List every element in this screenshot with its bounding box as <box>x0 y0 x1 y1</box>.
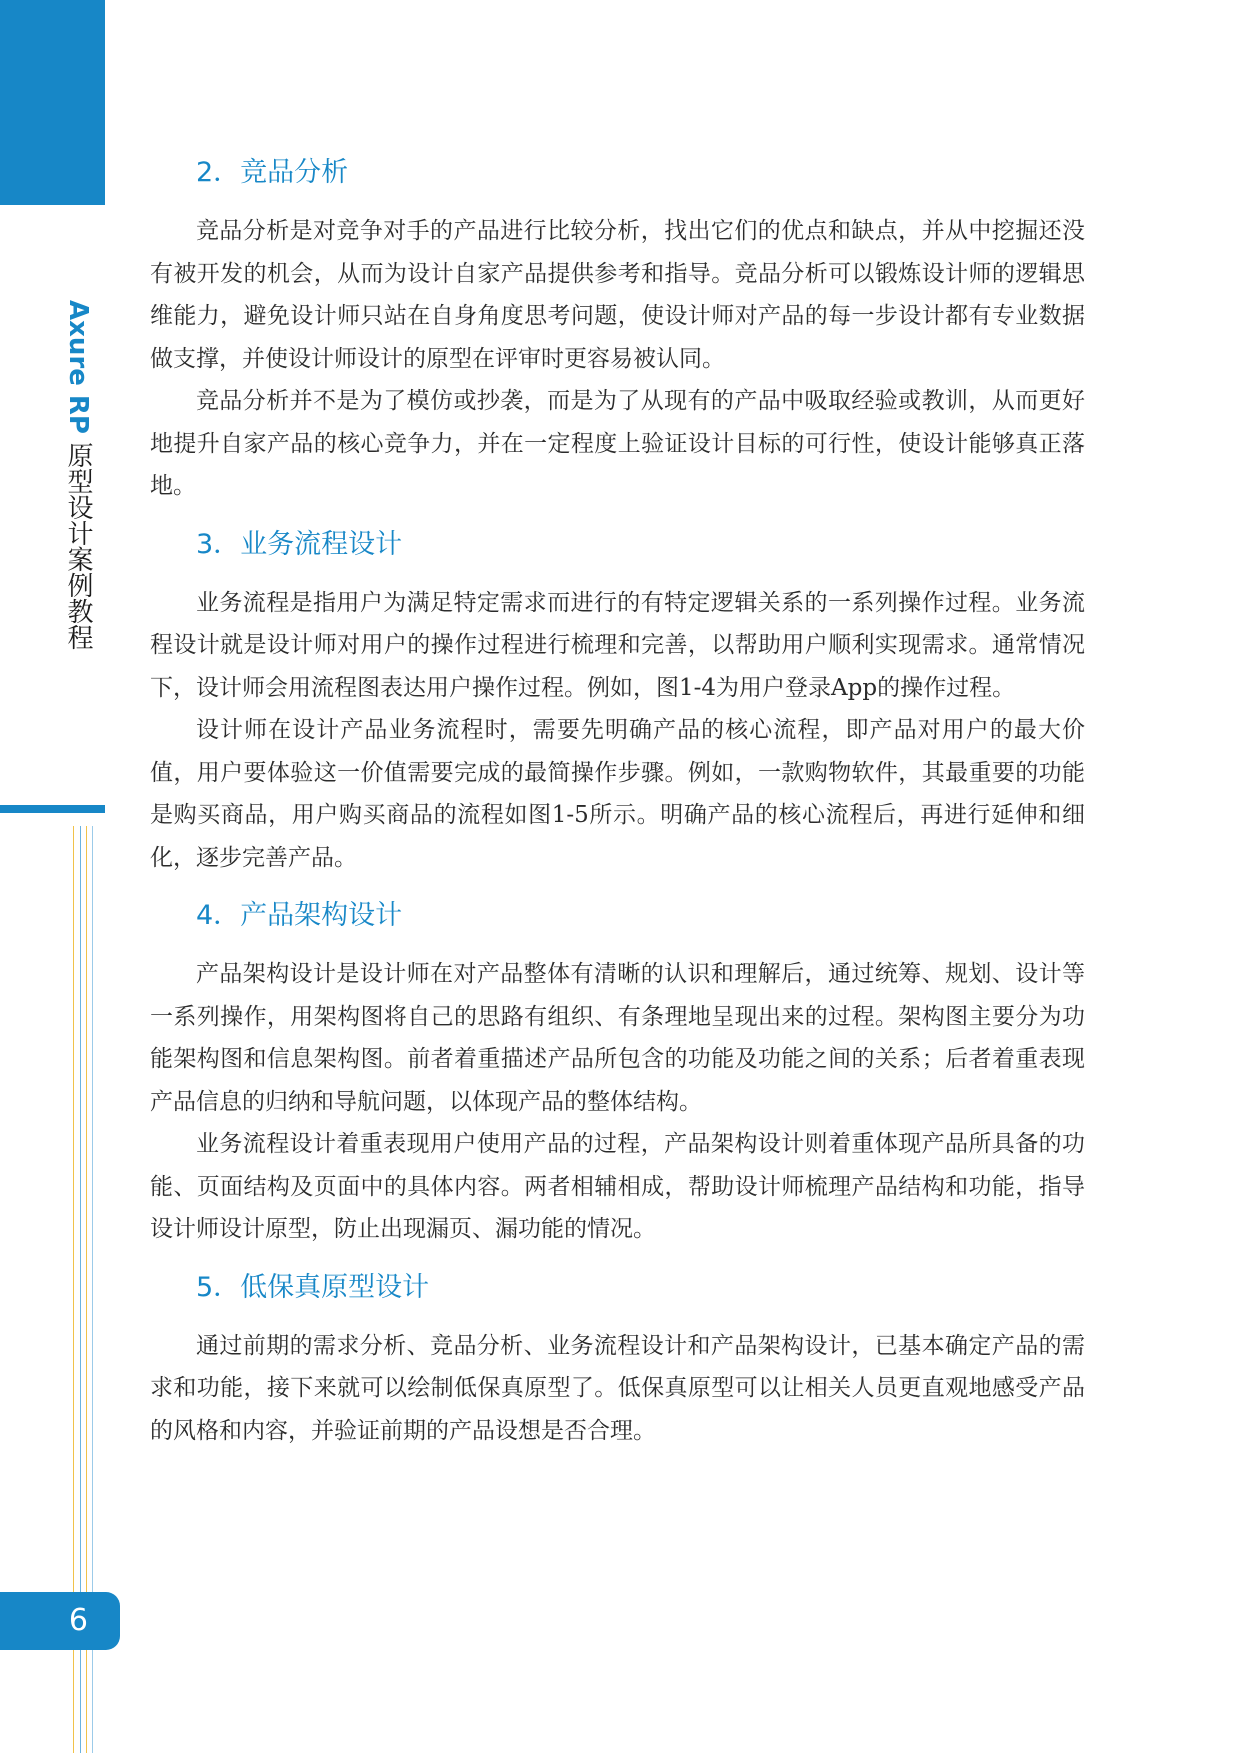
side-color-block <box>0 0 105 205</box>
section-heading: 5．低保真原型设计 <box>196 1271 430 1303</box>
section-product-architecture <box>150 891 1085 1251</box>
paragraph: 通过前期的需求分析、竞品分析、业务流程设计和产品架构设计，已基本确定产品的需求和功能，接下来就可以绘制低保真原型了。低保真原型可以让相关人员更直观地感受产品的风格和内容，并验证前期的产品设想是否合理。 <box>150 1332 1085 1444</box>
section-heading: 4．产品架构设计 <box>196 900 403 931</box>
page-content <box>150 148 1085 1464</box>
section-competitive-analysis <box>150 148 1085 508</box>
paragraph: 业务流程是指用户为满足特定需求而进行的有特定逻辑关系的一系列操作过程。业务流程设计就是设计师对用户的操作过程进行梳理和完善，以帮助用户顺利实现需求。通常情况下，设计师会用流程图表达用户操作过程。例如，图1-4为用户登录App的操作过程。 <box>150 589 1085 701</box>
section-business-process <box>150 520 1085 880</box>
paragraph: 竞品分析并不是为了模仿或抄袭，而是为了从现有的产品中吸取经验或教训，从而更好地提升自家产品的核心竞争力，并在一定程度上验证设计目标的可行性，使设计能够真正落地。 <box>150 388 1085 499</box>
book-title-vertical <box>62 300 94 650</box>
side-divider-bar <box>0 805 105 813</box>
paragraph: 产品架构设计是设计师在对产品整体有清晰的认识和理解后，通过统筹、规划、设计等一系列操作，用架构图将自己的思路有组织、有条理地呈现出来的过程。架构图主要分为功能架构图和信息架构图。前者着重描述产品所包含的功能及功能之间的关系；后者着重表现产品信息的归纳和导航问题，以体现产品的整体结构。 <box>150 961 1085 1115</box>
section-heading: 3．业务流程设计 <box>196 528 403 560</box>
book-brand: Axure RP <box>63 300 93 434</box>
page-number: 6 <box>0 1592 120 1650</box>
section-heading: 2．竞品分析 <box>196 157 349 188</box>
book-subtitle: 原型设计案例教程 <box>63 442 93 651</box>
paragraph: 设计师在设计产品业务流程时，需要先明确产品的核心流程，即产品对用户的最大价值，用户要体验这一价值需要完成的最简操作步骤。例如，一款购物软件，其最重要的功能是购买商品，用户购买商品的流程如图1-5所示。明确产品的核心流程后，再进行延伸和细化，逐步完善产品。 <box>150 717 1085 871</box>
paragraph: 业务流程设计着重表现用户使用产品的过程，产品架构设计则着重体现产品所具备的功能、页面结构及页面中的具体内容。两者相辅相成，帮助设计师梳理产品结构和功能，指导设计师设计原型，防止出现漏页、漏功能的情况。 <box>150 1131 1085 1242</box>
section-low-fidelity-prototype <box>150 1263 1085 1453</box>
paragraph: 竞品分析是对竞争对手的产品进行比较分析，找出它们的优点和缺点，并从中挖掘还没有被开发的机会，从而为设计自家产品提供参考和指导。竞品分析可以锻炼设计师的逻辑思维能力，避免设计师只站在自身角度思考问题，使设计师对产品的每一步设计都有专业数据做支撑，并使设计师设计的原型在评审时更容易被认同。 <box>150 218 1085 372</box>
